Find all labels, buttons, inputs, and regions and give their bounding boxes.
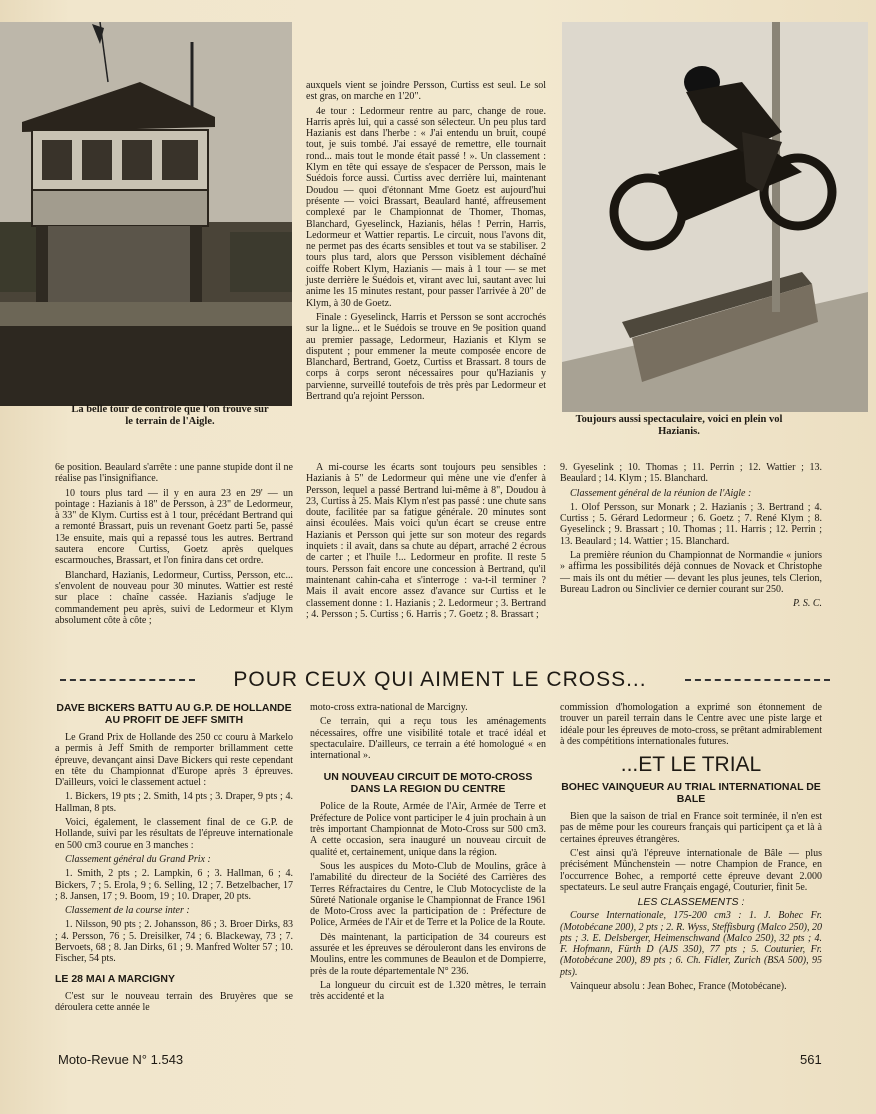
paragraph: auxquels vient se joindre Persson, Curtiss est seul. Le sol est gras, on marche en 1'20". xyxy=(306,80,546,103)
ranking: 1. Nilsson, 90 pts ; 2. Johansson, 86 ; 3. Broer Dirks, 83 ; 4. Persson, 76 ; 5. Dreisilker, 74 ; 6. Blackeway, 73 ; 7. Bervoets, 68 ; 8. Jan Dirks, 61 ; 9. Manfred Wolter 57 ; 10. Fischer, 54 pts. xyxy=(55,919,293,965)
ranking: Vainqueur absolu : Jean Bohec, France (Motobécane). xyxy=(570,981,787,993)
news-column-1 xyxy=(55,702,293,1016)
section-heading: Classement de la course inter : xyxy=(65,905,190,917)
paragraph: moto-cross extra-national de Marcigny. xyxy=(310,702,468,713)
section-banner xyxy=(40,668,836,692)
article-headline: BOHEC VAINQUEUR AU TRIAL INTERNATIONAL DE BALE xyxy=(561,781,821,806)
paragraph: Ce terrain, qui a reçu tous les aménagements nécessaires, offre une visibilité totale et tracé idéal et spectaculaire. D'ailleurs, ce terrain a été homologué « en international ». xyxy=(310,716,546,762)
paragraph: C'est ainsi qu'à l'épreuve internationale de Bâle — plus précisément Münchenstein — notre Champion de France, en l'occurrence Bohec, a remporté cette épreuve devant 2.000 spectateurs. Le seul autre Français engagé, Couturier, finit 5e. xyxy=(560,848,822,893)
paragraph: La première réunion du Championnat de Normandie « juniors » affirma les possibilités déjà connues de Novack et Christophe — mais ils ont du métier — devant les plus jeunes, tels Clerion, Bureau Ladron ou Sinclivier ce dernier courant sur 250. xyxy=(560,550,822,595)
paragraph: commission d'homologation a exprimé son étonnement de trouver un pareil terrain dans le Centre avec une piste large et idéale pour les épreuves de moto-cross, se prêtant admirablement à des compétitions internationales futures. xyxy=(560,702,822,747)
article-headline: UN NOUVEAU CIRCUIT DE MOTO-CROSS DANS LA REGION DU CENTRE xyxy=(323,771,533,796)
race-report-column-3 xyxy=(560,462,822,610)
control-tower-image xyxy=(0,22,292,406)
section-heading: Classement général de la réunion de l'Aigle : xyxy=(570,487,752,499)
ranking: 1. Smith, 2 pts ; 2. Lampkin, 6 ; 3. Hallman, 6 ; 4. Bickers, 7 ; 5. Erola, 9 ; 6. Selling, 12 ; 7. Betzelbacher, 17 ; 8. Jansen, 17 ; 9. Boom, 19 ; 10. Draper, 20 pts. xyxy=(55,868,293,902)
race-report-column-1 xyxy=(55,462,293,629)
footer-page-number: 561 xyxy=(800,1052,822,1067)
article-headline: LE 28 MAI A MARCIGNY xyxy=(55,972,175,985)
paragraph: Finale : Gyeselinck, Harris et Persson se sont accrochés sur la ligne... et le Suédois se trouve en 9e position quand au premier passage, Ledormeur, Hazianis et Klym se disputent ; pour emmener la meute composée encore de Blanchard, Bertrand, Goetz, Curtiss et Brassart. 8 tours de corps à corps seront nécessaires pour qu'Hazianis y parvienne, surveillé toutefois de très près par Ledormeur et Bertrand qu'a rejoint Persson. xyxy=(306,311,546,403)
paragraph: Police de la Route, Armée de l'Air, Armée de Terre et Préfecture de Police vont participer le 4 juin prochain à un très important Championnat de Moto-Cross sur 500 cm3. A cette occasion, sera inauguré un nouveau circuit de qualité et, certainement, unique dans la région. xyxy=(310,801,546,858)
paragraph: 10 tours plus tard — il y en aura 23 en 29' — un pointage : Hazianis à 18" de Persson, à 23" de Ledormeur, à 33" de Klym. Curtiss est à 1 tour, précédant Bertrand qui a remonté Brassart, puis un revenant Goetz parti 5e, passé 13e ensuite, mais qui a repassé tous les autres. Bertrand sautera encore Curtiss, Goetz après quelques escarmouches, Brassart, et l'on finira dans cet ordre. xyxy=(55,487,293,567)
trial-section-title: ...ET LE TRIAL xyxy=(620,753,762,777)
paragraph: 6e position. Beaulard s'arrête : une panne stupide dont il ne réalise pas l'insignifiance. xyxy=(55,462,293,485)
article-headline: DAVE BICKERS BATTU AU G.P. DE HOLLANDE AU PROFIT DE JEFF SMITH xyxy=(56,702,292,726)
banner-rule-right xyxy=(685,679,830,681)
paragraph: 4e tour : Ledormeur rentre au parc, change de roue. Harris après lui, qui a cassé son sélecteur. Un peu plus tard Hazianis est dans l'herbe : « J'ai entendu un bruit, coupé tout, je suis tombé. J'ai essayé de remettre, elle tournait rond... mais tout le monde était passé ! ». Un classement : Klym en tête qui essaye de s'espacer de Persson, mais le Suédois force aussi. Curtiss avec derrière lui, maintenant Doudou — quoi d'étonnant Mme Goetz est aujourd'hui présente — voici Brassart, Beaulard hanté, affreusement complexé par le Championnat de Thomer, Thomas, Blanchard, Gyeselinck, Hazianis, hélas ! Perrin, Harris, Ledormeur et Wattier repartis. Le circuit, nous l'avons dit, ne permet pas des écarts sensibles et tout va se stabiliser. 2 tours plus tard, alors que Persson visiblement déchaîné coiffe Robert Klym, Hazianis — mais à 1 tour — se met juste derrière le Suédois et, virant avec lui, sautant avec lui anime les 15 minutes restant, pour passer l'arrivée à 20" de Klym, à 30 de Goetz. xyxy=(306,105,546,309)
news-column-2 xyxy=(310,702,546,1006)
news-column-3 xyxy=(560,702,822,995)
section-heading: LES CLASSEMENTS : xyxy=(637,896,745,909)
paragraph: A mi-course les écarts sont toujours peu sensibles : Hazianis à 5" de Ledormeur qui mène une vie d'enfer à Persson, lequel a passé Bertrand lui-même à 8", Doudou à 23, Curtiss à 25. Mais Klym n'est pas passé : une chute sans doute, facilitée par sa fatigue générale. 20 minutes sont ainsi écoulées. Mais voici qu'un écart se creuse entre Hazianis et Persson qui jette sur son moteur des regards inquiets : il avait, dans sa chute au départ, arraché 2 écrous de carter ; et l'huile !... Ledormeur en profite. Il reste 5 tours. Persson fait encore une concession à Bertrand, qu'il maintenant cahin-caha et s'interroge : va-t-il terminer ? Mais il avait encore assez d'avance sur Curtiss et le classement donne : 1. Hazianis ; 2. Ledormeur ; 3. Bertrand ; 4. Persson ; 5. Curtiss ; 6. Harris ; 7. Goetz ; 8. Brassart ; xyxy=(306,462,546,620)
section-heading: Classement général du Grand Prix : xyxy=(65,853,211,865)
paragraph: Voici, également, le classement final de ce G.P. de Hollande, suivi par les résultats de l'épreuve internationale en 500 cm3 courue en 3 manches : xyxy=(55,817,293,851)
race-report-column-2 xyxy=(306,462,546,623)
motorcycle-jump-photo xyxy=(562,22,868,412)
paragraph: 9. Gyeselink ; 10. Thomas ; 11. Perrin ; 12. Wattier ; 13. Beaulard ; 14. Klym ; 15. Blanchard. xyxy=(560,462,822,485)
control-tower-photo xyxy=(0,22,292,406)
paragraph: Dès maintenant, la participation de 34 coureurs est assurée et les épreuves se dérouleront dans les environs de Moulins, entre les communes de Beaulon et de Dompierre, près de la route départementale N° 236. xyxy=(310,931,546,977)
motorcycle-jump-image xyxy=(562,22,868,412)
race-report-column-top xyxy=(306,80,546,405)
paragraph: Le Grand Prix de Hollande des 250 cc couru à Markelo a permis à Jeff Smith de remporter brillamment cette épreuve, devançant ainsi Dave Bickers qui reste cependant en tête du Championnat d'Europe après 3 épreuves. D'ailleurs, voici le classement actuel : xyxy=(55,732,293,789)
control-tower-caption: La belle tour de contrôle que l'on trouve sur le terrain de l'Aigle. xyxy=(71,404,269,427)
motorcycle-jump-caption: Toujours aussi spectaculaire, voici en plein vol Hazianis. xyxy=(575,414,783,437)
paragraph: La longueur du circuit est de 1.320 mètres, le terrain très accidenté et la xyxy=(310,979,546,1003)
paragraph: Bien que la saison de trial en France soit terminée, il n'en est pas de même pour les coureurs français qui participent ça et là à certaines épreuves étrangères. xyxy=(560,811,822,845)
banner-rule-left xyxy=(60,679,195,681)
signature: P. S. C. xyxy=(793,598,822,610)
banner-title: POUR CEUX QUI AIMENT LE CROSS... xyxy=(233,668,647,691)
paragraph: C'est sur le nouveau terrain des Bruyères que se déroulera cette année le xyxy=(55,990,293,1013)
paragraph: Sous les auspices du Moto-Club de Moulins, grâce à l'amabilité du directeur de la Société des Carrières des Terres Réfractaires du Centre, le Club Motocycliste de la Sûreté Nationale organise le Championnat de France 1961 de Moto-Cross avec la participation de : Préfecture de Police, Armées de l'Air et de Terre et la Police de la Route. xyxy=(310,860,546,929)
ranking: Course Internationale, 175-200 cm3 : 1. J. Bohec Fr. (Motobécane 200), 2 pts ; 2. R. Wyss, Steffisburg (Malco 250), 20 pts ; 3. E. Delsberger, Heimenschwand (Malco 250), 32 pts ; 4. F. Hofmann, Fürth D (AJS 350), 77 pts ; 5. Couturier, Fr. (Motobécane 200), 89 pts ; 6. Ch. Fidler, Zurich (BSA 500), 95 pts). xyxy=(560,910,822,978)
footer-publication: Moto-Revue N° 1.543 xyxy=(58,1052,184,1067)
ranking: 1. Bickers, 19 pts ; 2. Smith, 14 pts ; 3. Draper, 9 pts ; 4. Hallman, 8 pts. xyxy=(55,791,293,814)
ranking: 1. Olof Persson, sur Monark ; 2. Hazianis ; 3. Bertrand ; 4. Curtiss ; 5. Gérard Ledormeur ; 6. Goetz ; 7. René Klym ; 8. Gyeselinck ; 9. Brassart ; 10. Thomas ; 11. Harris ; 12. Perrin ; 13. Beaulard ; 14. Wattier ; 15. Blanchard. xyxy=(560,501,822,547)
paragraph: Blanchard, Hazianis, Ledormeur, Curtiss, Persson, etc... s'envolent de nouveau pour 30 minutes. Wattier est resté sur place : chaîne cassée. Hazianis s'adjuge le commandement peu après, suivi de Ledormeur et Klym absolument côte à côte ; xyxy=(55,569,293,626)
